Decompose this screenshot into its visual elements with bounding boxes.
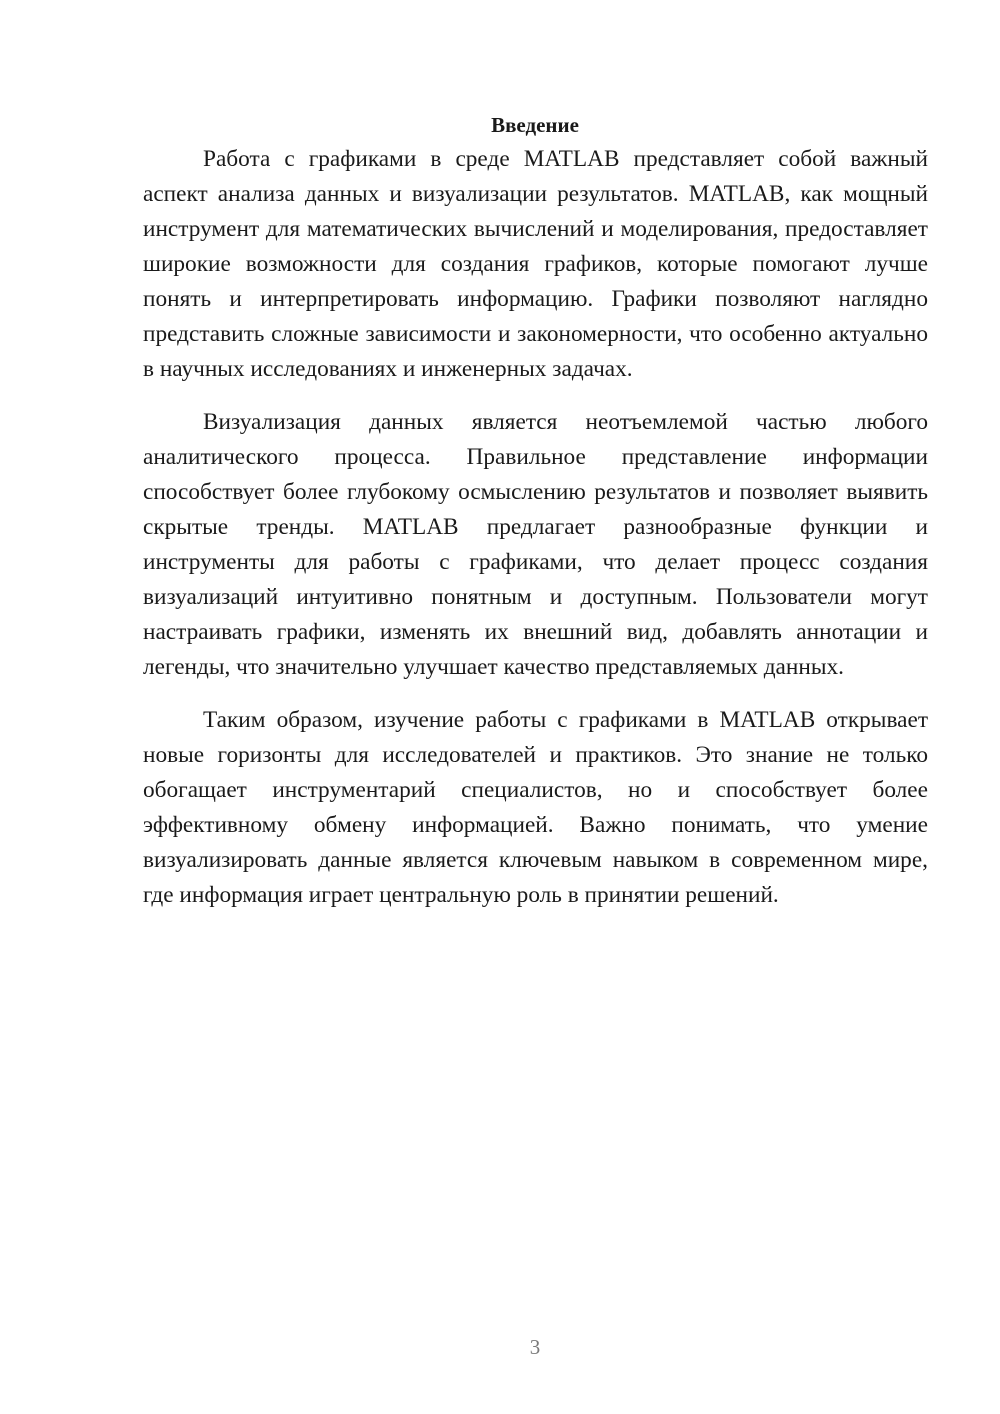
paragraph-2: Визуализация данных является неотъемлемой частью любого аналитического процесса. Правильное представление информации способствует более глубокому осмыслению результатов и позволяет выявить скрытые тренды. MATLAB предлагает разнообразные функции и инструменты для работы с графиками, что делает процесс создания визуализаций интуитивно понятным и доступным. Пользователи могут настраивать графики, изменять их внешний вид, добавлять аннотации и легенды, что значительно улучшает качество представляемых данных. bbox=[143, 409, 928, 680]
document-body bbox=[143, 142, 928, 931]
page-title: Введение bbox=[491, 113, 579, 138]
paragraph-1: Работа с графиками в среде MATLAB представляет собой важный аспект анализа данных и визуализации результатов. MATLAB, как мощный инструмент для математических вычислений и моделирования, предоставляет широкие возможности для создания графиков, которые помогают лучше понять и интерпретировать информацию. Графики позволяют наглядно представить сложные зависимости и закономерности, что особенно актуально в научных исследованиях и инженерных задачах. bbox=[143, 146, 928, 382]
page-number: 3 bbox=[529, 1335, 541, 1359]
paragraph-3: Таким образом, изучение работы с графиками в MATLAB открывает новые горизонты для исследователей и практиков. Это знание не только обогащает инструментарий специалистов, но и способствует более эффективному обмену информацией. Важно понимать, что умение визуализировать данные является ключевым навыком в современном мире, где информация играет центральную роль в принятии решений. bbox=[143, 707, 928, 908]
